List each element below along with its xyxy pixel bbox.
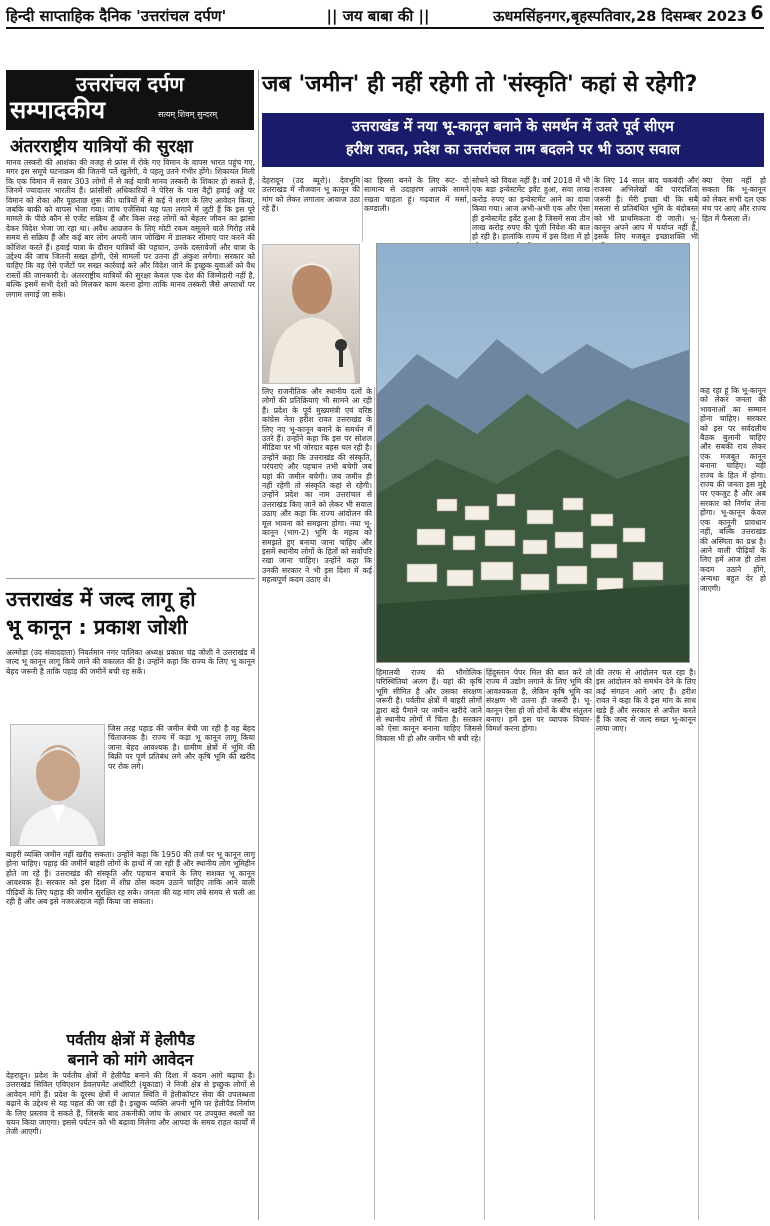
main-body-a: लिए राजनीतिक और स्थानीय दलों के लोगों की प्रतिक्रियाएं भी सामने आ रही हैं। प्रदेश के पूर्व मुख्यमंत्री एवं वरिष्ठ कांग्रेस नेता हरीश रावत उत्तराखंड के लिए नए भू-कानून बनाने के समर्थन में उतरे हैं। उन्होंने कहा कि इस पर सोशल मीडिया पर भी जोरदार बहस चल रही है। उन्होंने कहा कि उत्तराखंड की संस्कृति, परंपराएं और पहचान तभी बचेगी जब यहां की जमीन बचेगी। जब जमीन ही नहीं रहेगी तो संस्कृति कहां से रहेगी। उन्होंने प्रदेश का नाम उत्तरांचल से उत्तराखंड किए जाने को लेकर भी सवाल उठाए और कहा कि राज्य आंदोलन की मूल भावना को समझना होगा। नया भू-कानून (भाग-2) भूमि के महत्व को समझते हुए बनाया जाना चाहिए और इसमें स्थानीय लोगों के हितों को सर्वोपरि रखा जाना चाहिए। उन्होंने कहा कि उनकी सरकार ने भी इस दिशा में कई महत्वपूर्ण कदम उठाए थे। <box>262 387 372 585</box>
column-rule <box>592 176 593 242</box>
subhead-line1: उत्तराखंड में नया भू-कानून बनाने के समर्थन में उतरे पूर्व सीएम <box>352 119 674 135</box>
helipad-body: देहरादून। प्रदेश के पर्वतीय क्षेत्रों में हेलीपैड बनाने की दिशा में कदम आगे बढ़ाया है। उत्तराखंड सिविल एविएशन डेवलपमेंट अथॉरिटी (यूकाडा) ने निजी क्षेत्र से इच्छुक लोगों से आवेदन मांगे हैं। प्रदेश के दूरस्थ क्षेत्रों में आपात स्थिति में हेलीकॉप्टर सेवा की उपलब्धता बढ़ाने के उद्देश्य से यह पहल की जा रही है। इच्छुक व्यक्ति अपनी भूमि पर हेलीपैड निर्माण के लिए प्रस्ताव दे सकते हैं, जिसके बाद तकनीकी जांच के आधार पर उपयुक्त स्थलों का चयन किया जाएगा। इससे पर्यटन को भी बढ़ावा मिलेगा और आपदा के समय राहत कार्यों में तेजी आएगी। <box>6 1071 255 1137</box>
masthead-divider <box>6 128 254 130</box>
column-rule <box>698 176 699 1220</box>
joshi-body-rest: बाहरी व्यक्ति जमीन नहीं खरीद सकता। उन्होंने कहा कि 1950 की तर्ज पर भू कानून लागू होना चाहिए। पहाड़ की जमीनें बाहरी लोगों के हाथों में जा रही हैं और स्थानीय लोग भूमिहीन होते जा रहे हैं। उत्तराखंड की संस्कृति और पहचान बचाने के लिए सशक्त भू कानून आवश्यक है। सरकार को इस दिशा में शीघ्र ठोस कदम उठाने चाहिए ताकि आने वाली पीढ़ियों के लिए पहाड़ की जमीन सुरक्षित रह सके। जनता की यह मांग लंबे समय से चली आ रही है और अब इसे नजरअंदाज नहीं किया जा सकता। <box>6 850 255 907</box>
main-body-c: हिंदुस्तान पेपर मिल की बात करें तो राज्य में उद्योग लगाने के लिए भूमि की आवश्यकता है, लेकिन कृषि भूमि का संरक्षण भी उतना ही जरूरी है। भू-कानून ऐसा हो जो दोनों के बीच संतुलन बनाए। हमें इस पर व्यापक विचार-विमर्श करना होगा। <box>486 668 592 734</box>
masthead-motto: सत्यम् शिवम् सुन्दरम् <box>158 110 218 119</box>
story-divider <box>6 578 255 579</box>
joshi-body-side: जिस तरह पहाड़ की जमीन बेची जा रही है वह बेहद चिंताजनक है। राज्य में कड़ा भू कानून लागू किया जाना बेहद आवश्यक है। ग्रामीण क्षेत्रों में भूमि की बिक्री पर पूर्ण प्रतिबंध लगे और कृषि भूमि की खरीद पर रोक लगे। <box>108 724 255 771</box>
column-rule <box>484 668 485 1220</box>
prakash-joshi-portrait <box>10 724 105 846</box>
subhead-line2: हरीश रावत, प्रदेश का उत्तरांचल नाम बदलने पर भी उठाए सवाल <box>346 142 680 158</box>
column-rule <box>362 176 363 242</box>
column-rule <box>594 668 595 1220</box>
header-slogan: || जय बाबा की || <box>326 7 430 25</box>
editorial-title: अंतरराष्ट्रीय यात्रियों की सुरक्षा <box>10 137 193 157</box>
joshi-headline-line2: भू कानून : प्रकाश जोशी <box>6 615 188 639</box>
main-body-b: हिमालयी राज्य की भौगोलिक परिस्थितियां अलग हैं। यहां की कृषि भूमि सीमित है और उसका संरक्षण जरूरी है। पर्वतीय क्षेत्रों में बाहरी लोगों द्वारा बड़े पैमाने पर जमीन खरीदे जाने से स्थानीय लोगों में चिंता है। सरकार को ऐसा कानून बनाना चाहिए जिससे विकास भी हो और जमीन भी बची रहे। <box>376 668 482 743</box>
header-dateline: ऊधमसिंहनगर,बृहस्पतिवार,28 दिसम्बर 2023 <box>493 9 747 25</box>
main-body-e: कह रहा हूं कि भू-कानून को लेकर जनता की भावनाओं का सम्मान होना चाहिए। सरकार को इस पर सर्वदलीय बैठक बुलानी चाहिए और सबकी राय लेकर एक मजबूत कानून बनाना चाहिए। यही राज्य के हित में होगा। राज्य की जनता इस मुद्दे पर एकजुट है और अब सरकार को निर्णय लेना होगा। भू-कानून केवल एक कानूनी प्रावधान नहीं, बल्कि उत्तराखंड की अस्मिता का प्रश्न है। आने वाली पीढ़ियों के लिए हमें आज ही ठोस कदम उठाने होंगे, अन्यथा बहुत देर हो जाएगी। <box>700 386 766 593</box>
page-number: 6 <box>750 2 764 24</box>
section-label: सम्पादकीय <box>10 96 106 124</box>
column-rule <box>470 176 471 242</box>
column-rule <box>374 387 375 1220</box>
helipad-headline-line1: पर्वतीय क्षेत्रों में हेलीपैड <box>66 1031 195 1049</box>
main-col4-text: के लिए 14 साल बाद चकबंदी और राजस्व अभिलेखों की पारदर्शिता जरूरी है। मेरी इच्छा थी कि सबै मसला से प्रतिबंधित भूमि के बंदोबस्त को भी प्राथमिकता दी जाती। भू-कानून अपने आप में पर्याप्त नहीं है, इसके लिए मजबूत इच्छाशक्ति भी <box>594 176 698 242</box>
main-col3-text: सोचने को विवश नहीं है। वर्ष 2018 में भी एक बड़ा इन्वेस्टमेंट इवेंट हुआ, सवा लाख करोड़ रुपए का इन्वेस्टमेंट आने का दावा किया गया। आज अभी-अभी एक और ऐसा ही इन्वेस्टमेंट इवेंट हुआ है जिसमें सवा तीन लाख करोड़ रुपए की पूंजी निवेश की बात हो रही है। हालांकि राज्य में इस दिशा में हो <box>472 176 590 242</box>
header-divider <box>6 27 764 29</box>
main-col5-text: क्या ऐसा नहीं हो सकता कि भू-कानून को लेकर सभी दल एक मंच पर आएं और राज्य हित में फैसला लें। <box>702 176 766 223</box>
joshi-body-intro: अल्मोड़ा (उद संवाददाता) निवर्तमान नगर पालिका अध्यक्ष प्रकाश चंद्र जोशी ने उत्तराखंड में जल्द भू कानून लागू किये जाने की वकालत की है। उन्होंने कहा कि राज्य के लिए भू कानून बेहद जरूरी है ताकि पहाड़ की जमीनें बची रह सकें। <box>6 648 255 676</box>
masthead-title: उत्तरांचल दर्पण <box>76 72 184 96</box>
uttarakhand-landscape-photo <box>376 243 690 663</box>
newspaper-name: हिन्दी साप्ताहिक दैनिक 'उत्तरांचल दर्पण' <box>6 7 227 25</box>
main-col2-text: का हिस्सा बनने के लिए रूट- दो सामान्य से उदाहरण आपके सामने रखता चाहता हूं। गढ़वाल में मर्सा, कण्डाली। <box>364 176 469 214</box>
joshi-headline-line1: उत्तराखंड में जल्द लागू हो <box>6 587 196 611</box>
helipad-headline-line2: बनाने को मांगे आवेदन <box>67 1051 194 1069</box>
column-divider <box>258 70 259 1220</box>
main-col1-text: देहरादून (उद ब्यूरो)। देवभूमि उत्तराखंड में नौजवान भू कानून की मांग को लेकर लगातार आवाज उठा रहे हैं। <box>262 176 360 214</box>
main-body-d: की तरफ से आंदोलन चल रहा है। इस आंदोलन को समर्थन देने के लिए कई संगठन आगे आए हैं। हरीश रावत ने कहा कि वे इस मांग के साथ खड़े हैं और सरकार से अपील करते हैं कि जल्द से जल्द सख्त भू-कानून लाया जाए। <box>596 668 696 734</box>
harish-rawat-portrait <box>262 244 360 384</box>
main-headline: जब 'जमीन' ही नहीं रहेगी तो 'संस्कृति' कहां से रहेगी? <box>262 72 698 97</box>
editorial-body: मानव तस्करी की आशंका की वजह से फ्रांस में रोके गए विमान के वापस भारत पहुंच गए, मगर इस समूचे घटनाक्रम की जितनी पर्ते खुलेंगी, वे पहलू उतने गंभीर होंगे। शिकायत मिली कि एक विमान में सवार 303 लोगों में से कई यात्री मानव तस्करी के शिकार हो सकते हैं, जिनमें ज्यादातर भारतीय हैं। फ्रांसीसी अधिकारियों ने पेरिस के पास वैट्री हवाई अड्डे पर विमान को रोका और पूछताछ शुरू की। यात्रियों में से कई ने शरण के लिए आवेदन किया, जबकि बाकी को वापस भेजा गया। जांच एजेंसियां यह पता लगाने में जुटी हैं कि इस पूरे मामले के पीछे कौन से एजेंट सक्रिय हैं और किस तरह लोगों को बेहतर जीवन का झांसा देकर विदेश भेजा जा रहा था। अवैध आव्रजन के लिए मोटी रकम वसूलने वाले गिरोह लंबे समय से सक्रिय हैं और कई बार लोग अपनी जान जोखिम में डालकर सीमाएं पार करने की कोशिश करते हैं। हवाई यात्रा के दौरान यात्रियों की पहचान, उनके दस्तावेजों और यात्रा के उद्देश्य की जांच जितनी सख्त होगी, ऐसे मामलों पर उतना ही अंकुश लगेगा। सरकार को चाहिए कि वह ऐसे एजेंटों पर सख्त कार्रवाई करे और विदेश जाने के इच्छुक युवाओं को वैध रास्तों की जानकारी दे। अंतरराष्ट्रीय यात्रियों की सुरक्षा केवल एक देश की जिम्मेदारी नहीं है, बल्कि इसमें सभी देशों को मिलकर काम करना होगा ताकि मानव तस्करी जैसे अपराधों पर लगाम लगाई जा सके। <box>6 158 255 299</box>
